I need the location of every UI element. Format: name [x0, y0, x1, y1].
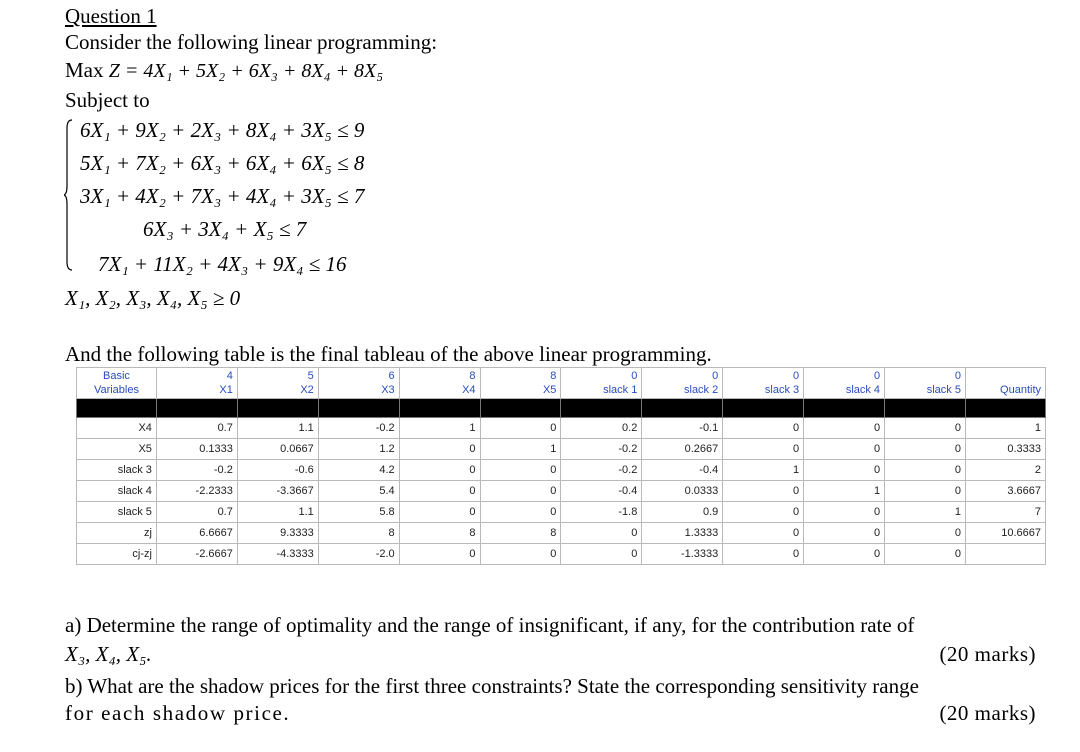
- objective-function: Z = 4X₁ + 5X₂ + 6X₃ + 8X₄ + 8X₅: [108, 60, 384, 82]
- table-cell: -0.4: [561, 481, 642, 502]
- table-cell: 1.3333: [642, 523, 723, 544]
- table-cell: 8: [399, 523, 480, 544]
- separator-cell: [804, 399, 885, 418]
- header-coefficient: 6: [388, 370, 395, 382]
- table-row: [77, 439, 1046, 460]
- tableau-header-cell: [642, 368, 723, 399]
- table-cell: -0.6: [237, 460, 318, 481]
- part-b-marks: (20 marks): [939, 701, 1036, 725]
- separator-cell: [480, 399, 561, 418]
- table-cell: 1: [965, 418, 1045, 439]
- tableau-header-cell: [804, 368, 885, 399]
- header-coefficient: 0: [873, 370, 881, 382]
- table-row: [77, 544, 1046, 565]
- table-cell: 0: [885, 460, 966, 481]
- basic-variable-cell: X5: [77, 439, 157, 460]
- table-cell: 1: [723, 460, 804, 481]
- tableau-header-cell: [480, 368, 561, 399]
- table-cell: 0.0667: [237, 439, 318, 460]
- table-cell: 0: [723, 418, 804, 439]
- table-cell: -3.3667: [237, 481, 318, 502]
- table-cell: 0: [480, 418, 561, 439]
- constraint-5: 7X₁ + 11X₂ + 4X₃ + 9X₄ ≤ 16: [98, 252, 347, 276]
- table-cell: 8: [318, 523, 399, 544]
- tableau-header-cell: [965, 368, 1045, 399]
- table-cell: 0: [399, 481, 480, 502]
- subject-to-label: Subject to: [65, 88, 150, 112]
- table-row: [77, 502, 1046, 523]
- table-cell: -0.2: [561, 460, 642, 481]
- table-cell: -0.2: [156, 460, 237, 481]
- table-cell: 1: [804, 481, 885, 502]
- header-variable: slack 4: [845, 384, 881, 396]
- table-cell: 0.7: [156, 418, 237, 439]
- table-cell: 0.0333: [642, 481, 723, 502]
- part-b-line1: b) What are the shadow prices for the first three constraints? State the corresponding sensitivity range: [65, 674, 919, 698]
- table-cell: 5.4: [318, 481, 399, 502]
- table-cell: 5.8: [318, 502, 399, 523]
- basic-variable-cell: zj: [77, 523, 157, 544]
- table-cell: 0: [885, 418, 966, 439]
- table-cell: 1.1: [237, 502, 318, 523]
- objective-line: [65, 58, 383, 83]
- table-cell: 0.1333: [156, 439, 237, 460]
- table-cell: 0: [723, 523, 804, 544]
- header-variable: slack 2: [684, 384, 719, 396]
- header-coefficient: 5: [307, 370, 314, 382]
- part-a-line1: a) Determine the range of optimality and the range of insignificant, if any, for the contribution rate of: [65, 613, 915, 637]
- part-a-line2: X₃, X₄, X₅.: [65, 642, 152, 666]
- header-variable: X5: [542, 384, 557, 396]
- header-variable: X2: [300, 384, 314, 396]
- header-coefficient: 0: [793, 370, 800, 382]
- table-cell: -0.2: [318, 418, 399, 439]
- tableau-header-row: [77, 368, 1046, 399]
- constraint-brace: [64, 118, 72, 272]
- question-title: Question 1: [65, 4, 157, 28]
- table-cell: 1.1: [237, 418, 318, 439]
- header-coefficient: 0: [631, 370, 638, 382]
- table-cell: 0: [723, 502, 804, 523]
- table-cell: 6.6667: [156, 523, 237, 544]
- table-cell: 10.6667: [965, 523, 1045, 544]
- separator-cell: [885, 399, 966, 418]
- table-cell: -2.6667: [156, 544, 237, 565]
- header-variable: slack 3: [764, 384, 800, 396]
- table-row: [77, 481, 1046, 502]
- table-cell: 0: [804, 502, 885, 523]
- header-coefficient: [970, 369, 1041, 383]
- table-cell: 0: [804, 523, 885, 544]
- table-cell: 0: [480, 544, 561, 565]
- separator-cell: [237, 399, 318, 418]
- table-cell: 0.2667: [642, 439, 723, 460]
- basic-variable-cell: slack 5: [77, 502, 157, 523]
- header-variable: X1: [219, 384, 233, 396]
- table-cell: 0.3333: [965, 439, 1045, 460]
- table-cell: 0.9: [642, 502, 723, 523]
- tableau-separator-row: [77, 399, 1046, 418]
- table-cell: 0: [885, 523, 966, 544]
- header-coefficient: 8: [550, 370, 557, 382]
- table-cell: 0: [480, 460, 561, 481]
- separator-cell: [77, 399, 157, 418]
- table-cell: 2: [965, 460, 1045, 481]
- table-cell: -0.2: [561, 439, 642, 460]
- table-cell: 0: [561, 523, 642, 544]
- separator-cell: [561, 399, 642, 418]
- part-b-line2: for each shadow price.: [65, 701, 291, 725]
- table-cell: -1.3333: [642, 544, 723, 565]
- table-cell: 0: [561, 544, 642, 565]
- table-cell: 0.2: [561, 418, 642, 439]
- tableau-table: [76, 367, 1046, 565]
- question-intro: Consider the following linear programming:: [65, 30, 438, 54]
- header-variable: Variables: [93, 384, 139, 396]
- header-variable: Quantity: [1000, 384, 1041, 396]
- separator-cell: [965, 399, 1045, 418]
- table-cell: -2.2333: [156, 481, 237, 502]
- tableau-header-cell: [237, 368, 318, 399]
- basic-variable-cell: slack 4: [77, 481, 157, 502]
- table-cell: 0: [480, 481, 561, 502]
- table-cell: 0: [399, 502, 480, 523]
- header-coefficient: 4: [226, 370, 233, 382]
- tableau-header-cell: [885, 368, 966, 399]
- table-cell: 0.7: [156, 502, 237, 523]
- table-cell: 1: [885, 502, 966, 523]
- table-cell: 0: [885, 439, 966, 460]
- part-a-marks: (20 marks): [939, 642, 1036, 666]
- header-variable: slack 1: [603, 384, 638, 396]
- table-cell: -4.3333: [237, 544, 318, 565]
- table-cell: 0: [804, 418, 885, 439]
- table-cell: 0: [885, 544, 966, 565]
- separator-cell: [156, 399, 237, 418]
- table-cell: 1.2: [318, 439, 399, 460]
- constraint-4: 6X₃ + 3X₄ + X₅ ≤ 7: [143, 217, 307, 241]
- table-cell: -0.4: [642, 460, 723, 481]
- header-coefficient: 0: [712, 370, 719, 382]
- basic-variable-cell: slack 3: [77, 460, 157, 481]
- tableau-header-cell: [561, 368, 642, 399]
- header-coefficient: Basic: [103, 370, 130, 382]
- header-variable: X3: [381, 384, 395, 396]
- separator-cell: [318, 399, 399, 418]
- table-row: [77, 523, 1046, 544]
- nonnegativity: X₁, X₂, X₃, X₄, X₅ ≥ 0: [65, 286, 241, 310]
- separator-cell: [723, 399, 804, 418]
- tableau-header-cell: [399, 368, 480, 399]
- table-cell: 0: [399, 439, 480, 460]
- objective-prefix: Max: [65, 58, 104, 82]
- final-tableau: [76, 367, 1046, 565]
- constraint-3: 3X₁ + 4X₂ + 7X₃ + 4X₄ + 3X₅ ≤ 7: [80, 184, 365, 208]
- table-cell: -1.8: [561, 502, 642, 523]
- table-cell: 0: [723, 481, 804, 502]
- table-cell: 0: [480, 502, 561, 523]
- tableau-header-cell: [156, 368, 237, 399]
- separator-cell: [399, 399, 480, 418]
- table-cell: 0: [723, 544, 804, 565]
- table-row: [77, 460, 1046, 481]
- table-cell: [965, 544, 1045, 565]
- header-variable: X4: [462, 384, 476, 396]
- table-cell: -0.1: [642, 418, 723, 439]
- tableau-header-cell: [77, 368, 157, 399]
- table-cell: 1: [399, 418, 480, 439]
- constraint-1: 6X₁ + 9X₂ + 2X₃ + 8X₄ + 3X₅ ≤ 9: [80, 118, 365, 142]
- table-cell: 9.3333: [237, 523, 318, 544]
- header-coefficient: 0: [954, 370, 961, 382]
- basic-variable-cell: cj-zj: [77, 544, 157, 565]
- table-cell: 3.6667: [965, 481, 1045, 502]
- table-cell: 1: [480, 439, 561, 460]
- tableau-header-cell: [723, 368, 804, 399]
- table-cell: 0: [399, 460, 480, 481]
- table-cell: 8: [480, 523, 561, 544]
- table-cell: 0: [399, 544, 480, 565]
- table-cell: 7: [965, 502, 1045, 523]
- table-cell: -2.0: [318, 544, 399, 565]
- header-variable: slack 5: [926, 384, 961, 396]
- table-cell: 4.2: [318, 460, 399, 481]
- tableau-header-cell: [318, 368, 399, 399]
- table-cell: 0: [723, 439, 804, 460]
- header-coefficient: 8: [469, 370, 476, 382]
- table-cell: 0: [804, 439, 885, 460]
- table-cell: 0: [885, 481, 966, 502]
- table-row: [77, 418, 1046, 439]
- separator-cell: [642, 399, 723, 418]
- table-cell: 0: [804, 460, 885, 481]
- table-intro: And the following table is the final tableau of the above linear programming.: [65, 342, 712, 366]
- table-cell: 0: [804, 544, 885, 565]
- constraint-2: 5X₁ + 7X₂ + 6X₃ + 6X₄ + 6X₅ ≤ 8: [80, 151, 365, 175]
- basic-variable-cell: X4: [77, 418, 157, 439]
